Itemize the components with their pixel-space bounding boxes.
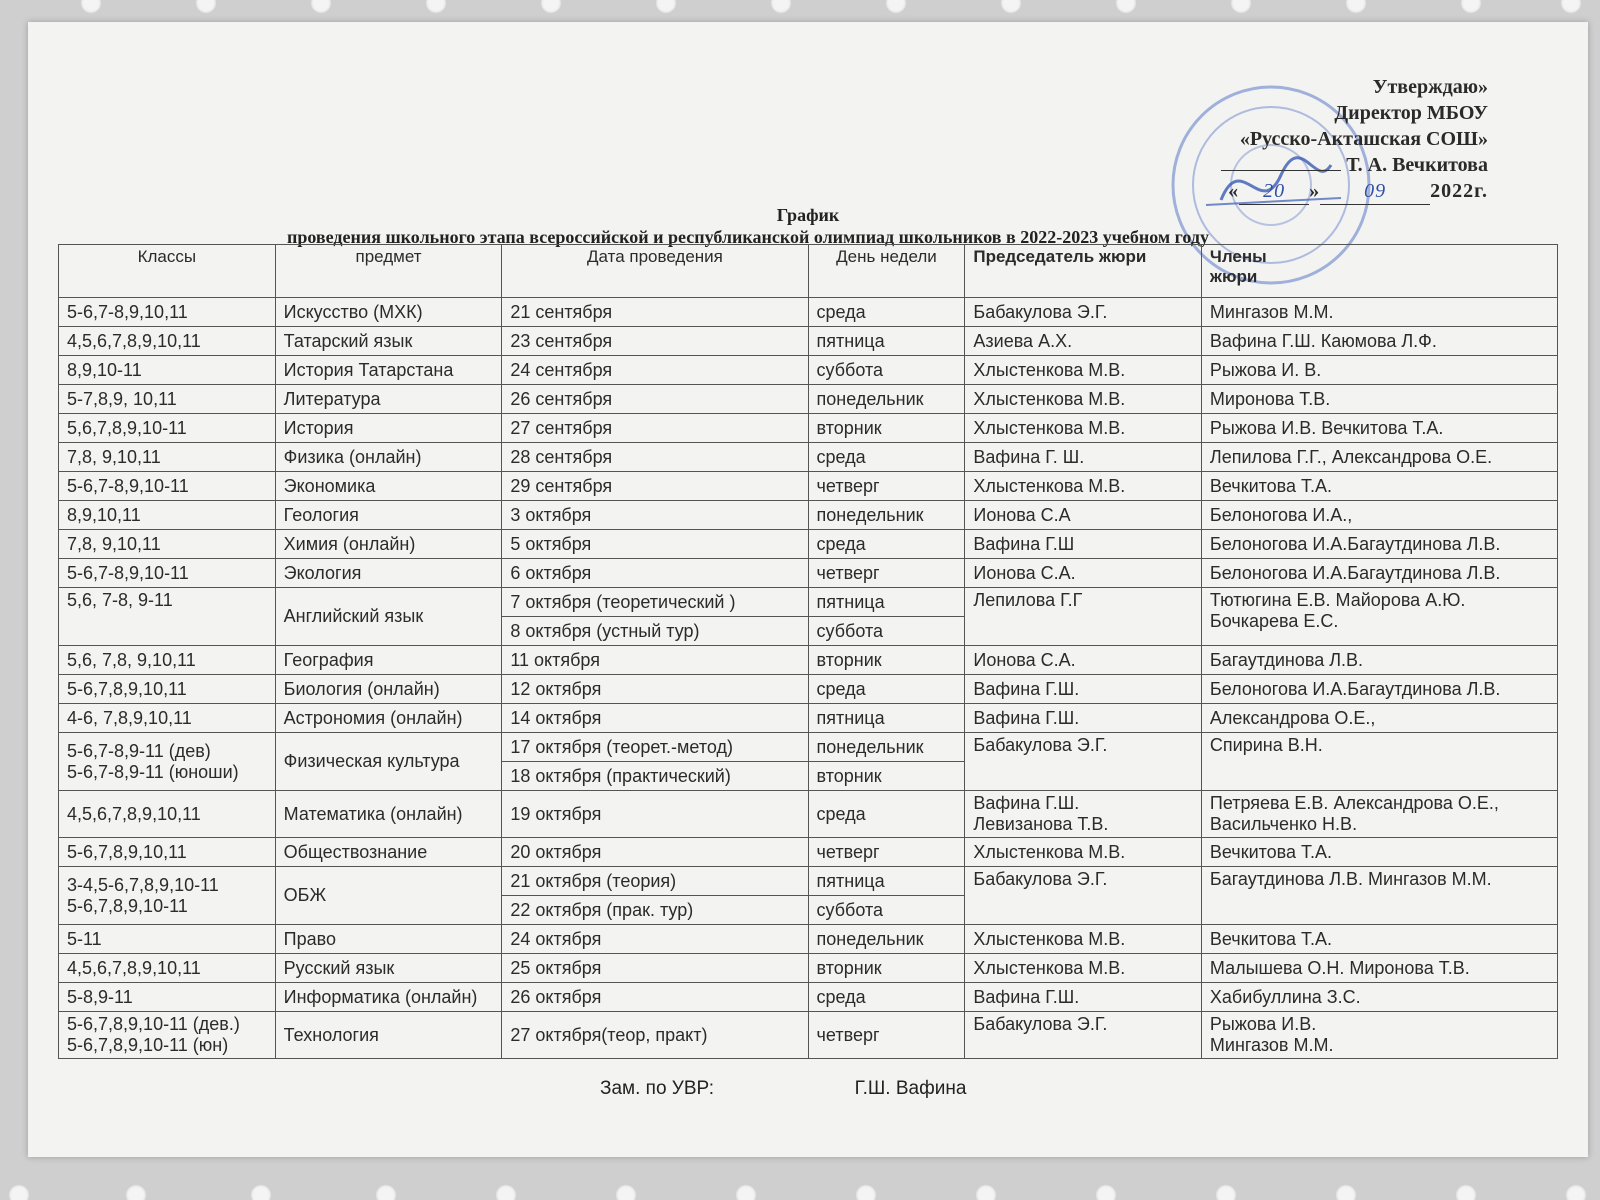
cell-weekday: суббота <box>808 356 965 385</box>
cell-classes: 5-6,7-8,9,10,11 <box>59 298 276 327</box>
cell-classes: 5-6,7-8,9,10-11 <box>59 472 276 501</box>
cell-members: Рыжова И. В. <box>1201 356 1557 385</box>
cell-date: 21 октября (теория) <box>502 867 808 896</box>
cell-date: 5 октября <box>502 530 808 559</box>
cell-weekday: вторник <box>808 646 965 675</box>
cell-chair: Бабакулова Э.Г. <box>965 298 1202 327</box>
cell-classes: 4,5,6,7,8,9,10,11 <box>59 327 276 356</box>
cell-subject: Технология <box>275 1012 502 1059</box>
cell-weekday: пятница <box>808 327 965 356</box>
table-row <box>59 838 1558 867</box>
table-row <box>59 501 1558 530</box>
bottom-perforation <box>0 1166 1600 1200</box>
footer-position: Зам. по УВР: <box>600 1078 715 1099</box>
cell-subject: Русский язык <box>275 954 502 983</box>
table-row <box>59 385 1558 414</box>
table-row <box>59 983 1558 1012</box>
header-date: Дата проведения <box>502 245 808 298</box>
cell-members: Вечкитова Т.А. <box>1201 925 1557 954</box>
cell-members: Вечкитова Т.А. <box>1201 838 1557 867</box>
table-row <box>59 791 1558 838</box>
cell-date: 8 октября (устный тур) <box>502 617 808 646</box>
header-members: Члены жюри <box>1201 245 1557 298</box>
cell-members: Рыжова И.В. Вечкитова Т.А. <box>1201 414 1557 443</box>
cell-subject: Искусство (МХК) <box>275 298 502 327</box>
cell-chair: Вафина Г.Ш. <box>965 983 1202 1012</box>
table-row-english <box>59 588 1558 617</box>
cell-weekday: среда <box>808 298 965 327</box>
cell-chair: Ионова С.А. <box>965 559 1202 588</box>
cell-subject: Физика (онлайн) <box>275 443 502 472</box>
cell-classes: 7,8, 9,10,11 <box>59 530 276 559</box>
cell-classes: 5-7,8,9, 10,11 <box>59 385 276 414</box>
cell-chair: Хлыстенкова М.В. <box>965 838 1202 867</box>
table-row <box>59 954 1558 983</box>
table-row <box>59 443 1558 472</box>
table-row <box>59 472 1558 501</box>
cell-members: Белоногова И.А., <box>1201 501 1557 530</box>
cell-classes: 5,6, 7-8, 9-11 <box>59 588 276 646</box>
table-row-pe <box>59 733 1558 762</box>
cell-weekday: среда <box>808 791 965 838</box>
document-title <box>28 204 1588 248</box>
approval-block <box>1221 74 1488 205</box>
cell-weekday: суббота <box>808 617 965 646</box>
cell-date: 21 сентября <box>502 298 808 327</box>
approval-director <box>1221 152 1488 178</box>
cell-classes: 5-6,7-8,9,10-11 <box>59 559 276 588</box>
table-row <box>59 646 1558 675</box>
cell-members: Багаутдинова Л.В. <box>1201 646 1557 675</box>
cell-weekday: среда <box>808 443 965 472</box>
cell-date: 29 сентября <box>502 472 808 501</box>
cell-date: 27 сентября <box>502 414 808 443</box>
cell-subject: История Татарстана <box>275 356 502 385</box>
approval-director-name: Т. А. Вечкитова <box>1346 154 1488 176</box>
cell-members: Спирина В.Н. <box>1201 733 1557 791</box>
signature-footer <box>600 1078 966 1100</box>
cell-chair: Бабакулова Э.Г. <box>965 867 1202 925</box>
header-chair: Председатель жюри <box>965 245 1202 298</box>
header-weekday: День недели <box>808 245 965 298</box>
approval-position: Директор МБОУ <box>1334 102 1488 124</box>
cell-date: 7 октября (теоретический ) <box>502 588 808 617</box>
cell-date: 25 октября <box>502 954 808 983</box>
cell-subject: Астрономия (онлайн) <box>275 704 502 733</box>
cell-date: 6 октября <box>502 559 808 588</box>
cell-chair: Бабакулова Э.Г. <box>965 1012 1202 1059</box>
footer-name: Г.Ш. Вафина <box>854 1078 967 1099</box>
cell-weekday: четверг <box>808 472 965 501</box>
cell-chair: Хлыстенкова М.В. <box>965 414 1202 443</box>
cell-weekday: вторник <box>808 762 965 791</box>
cell-members: Хабибуллина З.С. <box>1201 983 1557 1012</box>
cell-weekday: пятница <box>808 867 965 896</box>
cell-members: Белоногова И.А.Багаутдинова Л.В. <box>1201 530 1557 559</box>
cell-weekday: среда <box>808 675 965 704</box>
table-row <box>59 530 1558 559</box>
cell-chair: Вафина Г.Ш <box>965 530 1202 559</box>
cell-chair: Вафина Г. Ш. <box>965 443 1202 472</box>
cell-weekday: среда <box>808 530 965 559</box>
cell-weekday: понедельник <box>808 501 965 530</box>
cell-classes: 7,8, 9,10,11 <box>59 443 276 472</box>
cell-members: Вечкитова Т.А. <box>1201 472 1557 501</box>
cell-date: 27 октября(теор, практ) <box>502 1012 808 1059</box>
cell-weekday: пятница <box>808 704 965 733</box>
cell-date: 17 октября (теорет.-метод) <box>502 733 808 762</box>
cell-subject: Литература <box>275 385 502 414</box>
cell-subject: Химия (онлайн) <box>275 530 502 559</box>
cell-chair: Вафина Г.Ш. <box>965 675 1202 704</box>
cell-subject: Татарский язык <box>275 327 502 356</box>
cell-weekday: среда <box>808 983 965 1012</box>
table-row <box>59 414 1558 443</box>
table-row-obzh <box>59 867 1558 896</box>
cell-date: 24 сентября <box>502 356 808 385</box>
cell-members: Миронова Т.В. <box>1201 385 1557 414</box>
cell-classes: 5-6,7,8,9,10,11 <box>59 838 276 867</box>
cell-chair: Хлыстенкова М.В. <box>965 954 1202 983</box>
cell-date: 26 сентября <box>502 385 808 414</box>
cell-classes: 5-6,7,8,9,10,11 <box>59 675 276 704</box>
title-line1: График <box>776 205 840 225</box>
cell-classes: 5,6, 7,8, 9,10,11 <box>59 646 276 675</box>
table-row <box>59 704 1558 733</box>
cell-members: Лепилова Г.Г., Александрова О.Е. <box>1201 443 1557 472</box>
approval-school: «Русско-Акташская СОШ» <box>1239 128 1488 150</box>
cell-members: Петряева Е.В. Александрова О.Е., Васильченко Н.В. <box>1201 791 1557 838</box>
cell-subject: Математика (онлайн) <box>275 791 502 838</box>
header-classes: Классы <box>59 245 276 298</box>
cell-date: 18 октября (практический) <box>502 762 808 791</box>
cell-date: 22 октября (прак. тур) <box>502 896 808 925</box>
cell-classes: 4,5,6,7,8,9,10,11 <box>59 954 276 983</box>
approval-date: « 20 » 09 2022г. <box>1221 178 1488 205</box>
approval-heading: Утверждаю» <box>1372 76 1488 98</box>
cell-date: 26 октября <box>502 983 808 1012</box>
cell-subject: География <box>275 646 502 675</box>
cell-weekday: четверг <box>808 838 965 867</box>
approval-date-year: 2022г. <box>1430 180 1488 202</box>
cell-chair: Хлыстенкова М.В. <box>965 385 1202 414</box>
table-row <box>59 925 1558 954</box>
cell-weekday: четверг <box>808 559 965 588</box>
cell-weekday: суббота <box>808 896 965 925</box>
cell-subject: Геология <box>275 501 502 530</box>
cell-chair: Ионова С.А. <box>965 646 1202 675</box>
cell-weekday: понедельник <box>808 925 965 954</box>
cell-chair: Вафина Г.Ш. Левизанова Т.В. <box>965 791 1202 838</box>
header-subject: предмет <box>275 245 502 298</box>
cell-chair: Хлыстенкова М.В. <box>965 472 1202 501</box>
cell-members: Мингазов М.М. <box>1201 298 1557 327</box>
cell-weekday: четверг <box>808 1012 965 1059</box>
cell-classes: 4-6, 7,8,9,10,11 <box>59 704 276 733</box>
cell-weekday: вторник <box>808 954 965 983</box>
table-row <box>59 559 1558 588</box>
cell-weekday: пятница <box>808 588 965 617</box>
cell-subject: Английский язык <box>275 588 502 646</box>
cell-classes: 4,5,6,7,8,9,10,11 <box>59 791 276 838</box>
cell-date: 11 октября <box>502 646 808 675</box>
cell-chair: Азиева А.Х. <box>965 327 1202 356</box>
cell-chair: Лепилова Г.Г <box>965 588 1202 646</box>
cell-subject: Обществознание <box>275 838 502 867</box>
cell-date: 28 сентября <box>502 443 808 472</box>
cell-members: Белоногова И.А.Багаутдинова Л.В. <box>1201 675 1557 704</box>
cell-subject: Физическая культура <box>275 733 502 791</box>
cell-weekday: вторник <box>808 414 965 443</box>
cell-subject: Информатика (онлайн) <box>275 983 502 1012</box>
cell-subject: Экономика <box>275 472 502 501</box>
cell-date: 14 октября <box>502 704 808 733</box>
cell-chair: Бабакулова Э.Г. <box>965 733 1202 791</box>
cell-subject: Биология (онлайн) <box>275 675 502 704</box>
cell-chair: Хлыстенкова М.В. <box>965 925 1202 954</box>
table-row <box>59 356 1558 385</box>
cell-classes: 3-4,5-6,7,8,9,10-11 5-6,7,8,9,10-11 <box>59 867 276 925</box>
cell-members: Тютюгина Е.В. Майорова А.Ю. Бочкарева Е.С. <box>1201 588 1557 646</box>
table-body <box>59 298 1558 1059</box>
approval-date-day: 20 <box>1239 178 1309 205</box>
approval-date-month: 09 <box>1320 178 1430 205</box>
cell-members: Багаутдинова Л.В. Мингазов М.М. <box>1201 867 1557 925</box>
cell-subject: История <box>275 414 502 443</box>
cell-members: Белоногова И.А.Багаутдинова Л.В. <box>1201 559 1557 588</box>
table-row <box>59 1012 1558 1059</box>
cell-date: 19 октября <box>502 791 808 838</box>
title-line2: проведения школьного этапа всероссийской и республиканской олимпиад школьников в 2022-2023 учебном году <box>287 227 1209 247</box>
cell-classes: 5,6,7,8,9,10-11 <box>59 414 276 443</box>
cell-classes: 8,9,10,11 <box>59 501 276 530</box>
olympiad-schedule-table <box>58 244 1558 1059</box>
cell-subject: ОБЖ <box>275 867 502 925</box>
cell-date: 23 сентября <box>502 327 808 356</box>
cell-classes: 5-8,9-11 <box>59 983 276 1012</box>
cell-date: 20 октября <box>502 838 808 867</box>
cell-members: Малышева О.Н. Миронова Т.В. <box>1201 954 1557 983</box>
cell-members: Вафина Г.Ш. Каюмова Л.Ф. <box>1201 327 1557 356</box>
cell-subject: Экология <box>275 559 502 588</box>
table-row <box>59 327 1558 356</box>
cell-members: Рыжова И.В. Мингазов М.М. <box>1201 1012 1557 1059</box>
table-header-row <box>59 245 1558 298</box>
cell-chair: Ионова С.А <box>965 501 1202 530</box>
cell-classes: 5-6,7,8,9,10-11 (дев.) 5-6,7,8,9,10-11 (юн) <box>59 1012 276 1059</box>
cell-weekday: понедельник <box>808 385 965 414</box>
cell-classes: 5-6,7-8,9-11 (дев) 5-6,7-8,9-11 (юноши) <box>59 733 276 791</box>
table-row <box>59 675 1558 704</box>
cell-weekday: понедельник <box>808 733 965 762</box>
cell-date: 12 октября <box>502 675 808 704</box>
cell-members: Александрова О.Е., <box>1201 704 1557 733</box>
table-row <box>59 298 1558 327</box>
cell-chair: Вафина Г.Ш. <box>965 704 1202 733</box>
cell-date: 3 октября <box>502 501 808 530</box>
cell-date: 24 октября <box>502 925 808 954</box>
cell-subject: Право <box>275 925 502 954</box>
cell-classes: 5-11 <box>59 925 276 954</box>
cell-classes: 8,9,10-11 <box>59 356 276 385</box>
cell-chair: Хлыстенкова М.В. <box>965 356 1202 385</box>
